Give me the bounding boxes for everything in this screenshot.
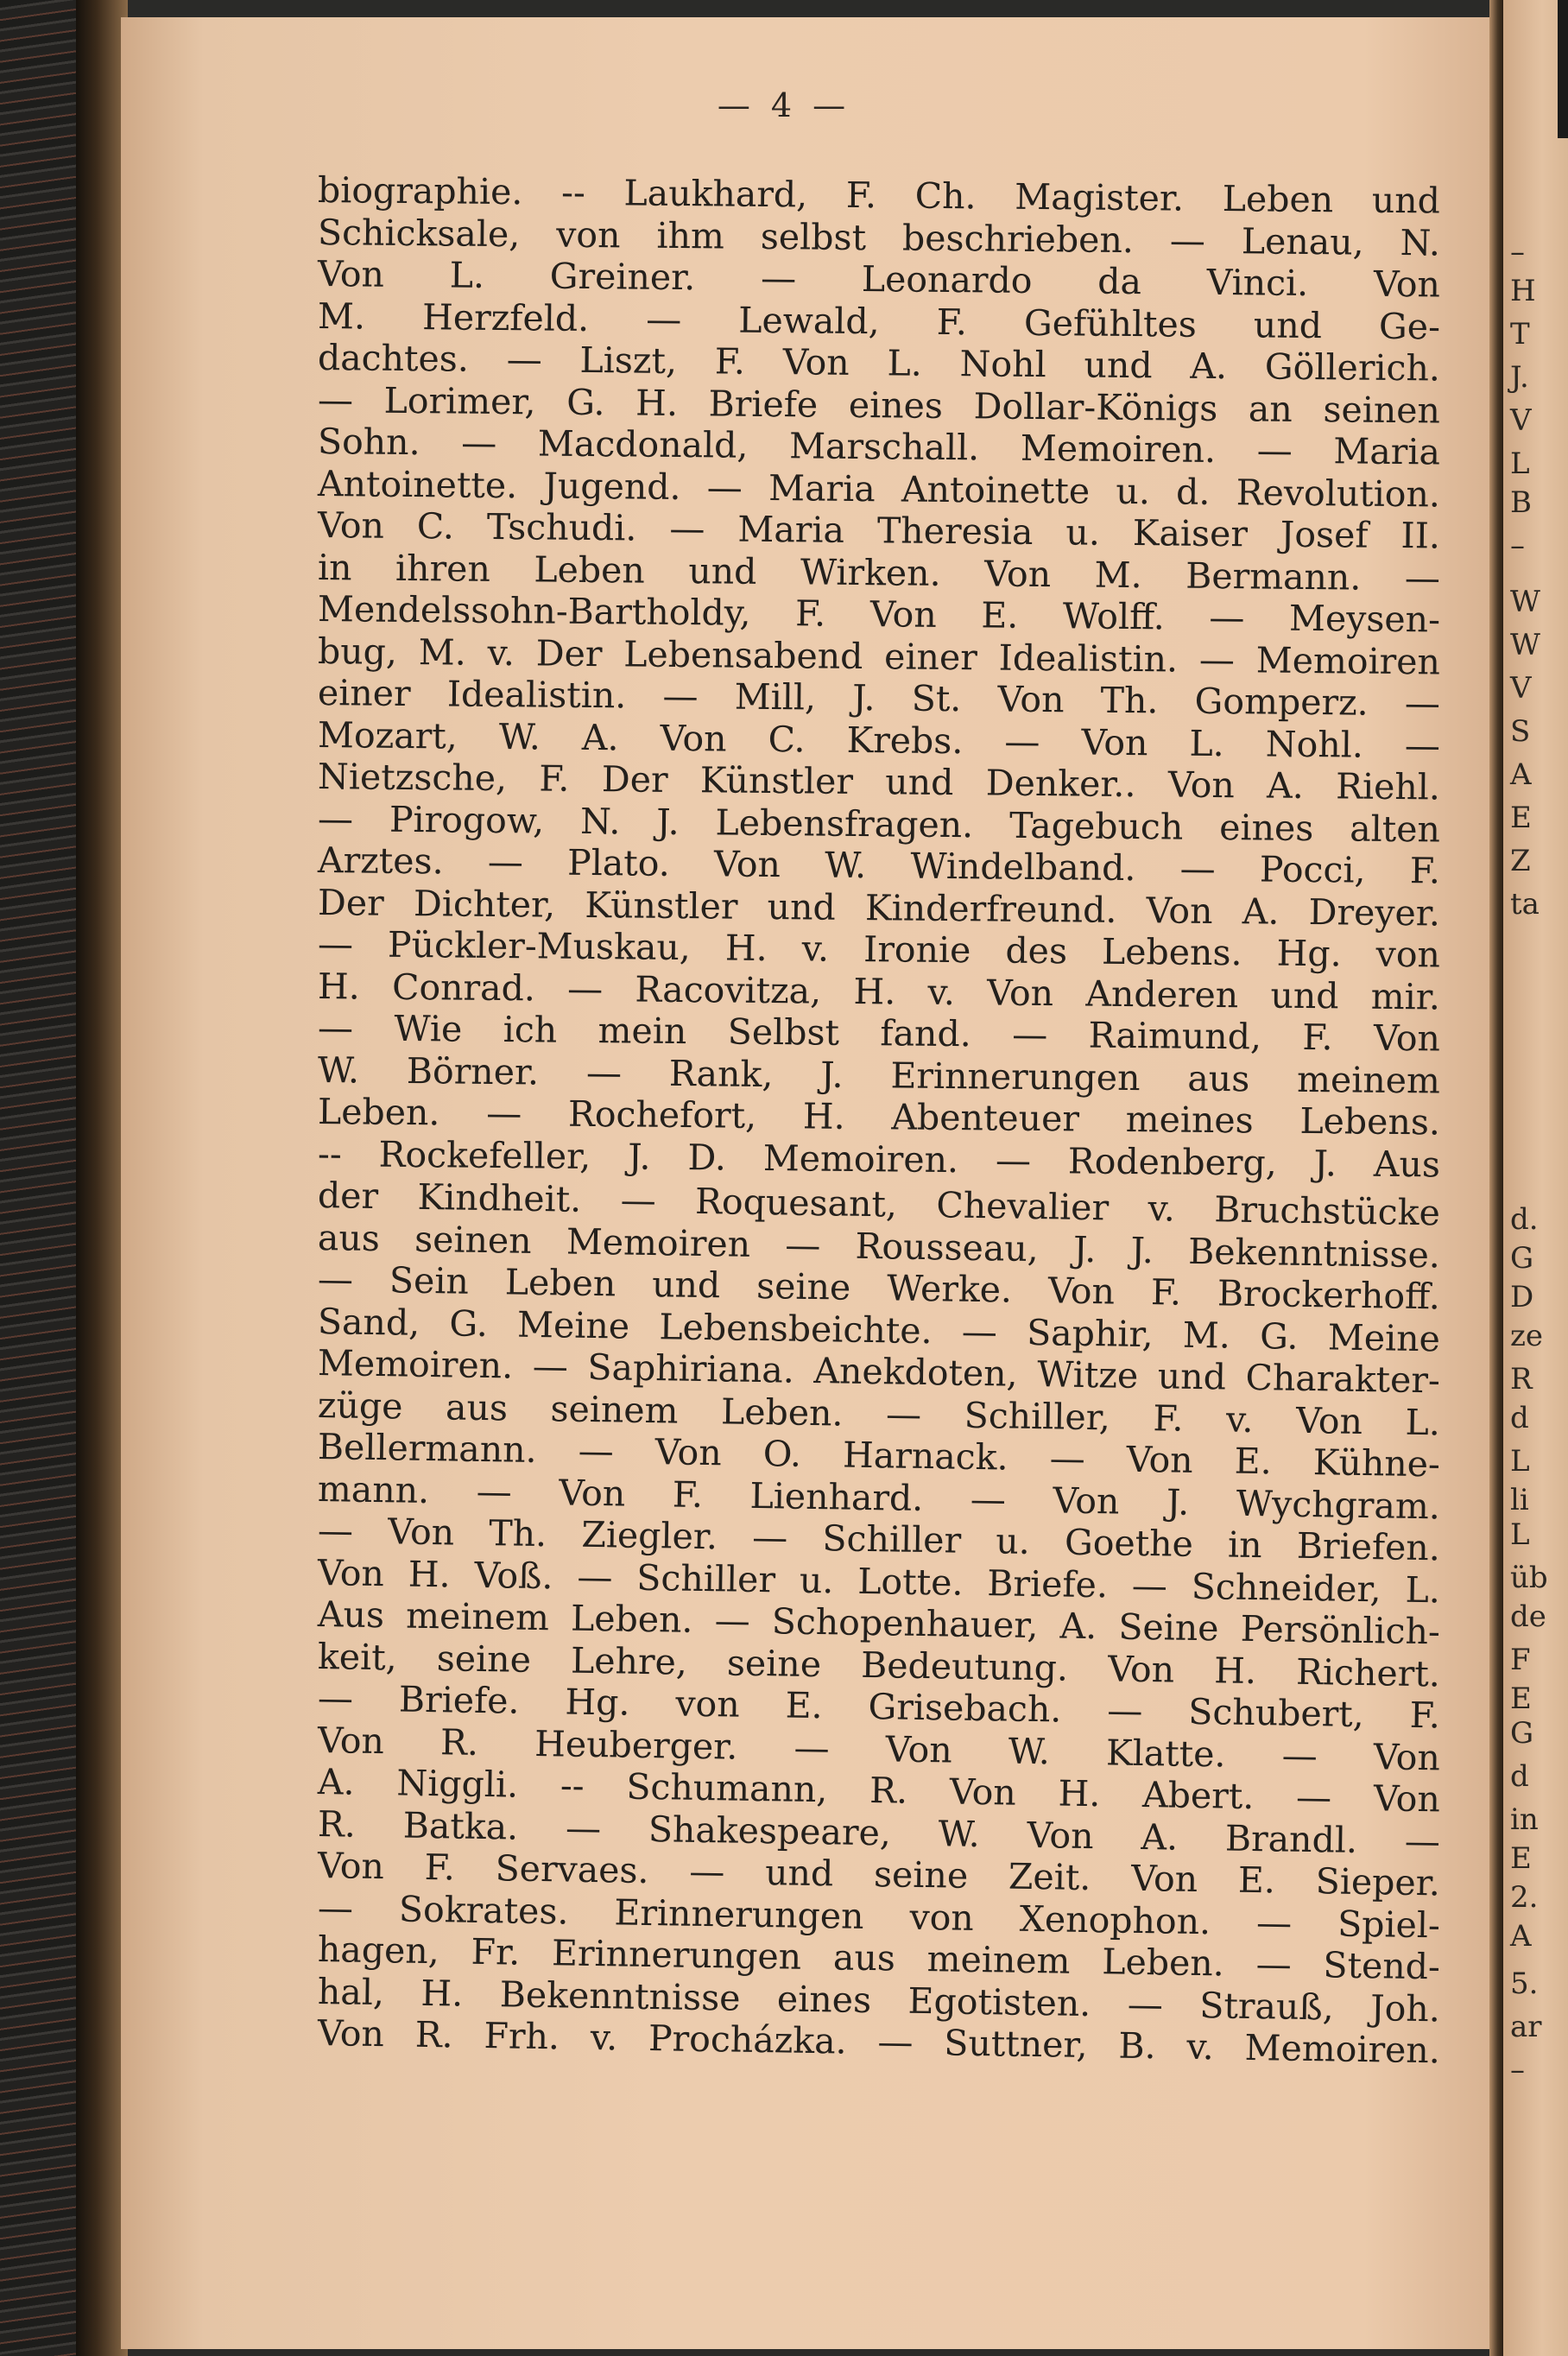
text-line: Sohn. — Macdonald, Marschall. Memoiren. — Maria bbox=[317, 421, 1441, 473]
next-page-fragment: L bbox=[1510, 446, 1530, 481]
next-page-fragment: Z bbox=[1510, 844, 1531, 878]
next-page-fragment: J. bbox=[1510, 360, 1529, 395]
next-page-fragment: E bbox=[1510, 801, 1532, 835]
text-line: der Kindheit. — Roquesant, Chevalier v. Bruchstücke bbox=[317, 1175, 1441, 1234]
next-page-fragment: B bbox=[1510, 485, 1532, 520]
next-page-fragment: V bbox=[1510, 671, 1532, 706]
text-line: — Pückler-Muskau, H. v. Ironie des Lebens. Hg. von bbox=[317, 923, 1441, 976]
next-page-fragment: 2. bbox=[1510, 1880, 1539, 1915]
text-line: hal, H. Bekenntnisse eines Egotisten. — Strauß, Joh. bbox=[317, 1970, 1441, 2030]
text-line: Arztes. — Plato. Von W. Windelband. — Pocci, F. bbox=[317, 839, 1441, 892]
next-page-fragment: W bbox=[1510, 585, 1540, 619]
text-line: Schicksale, von ihm selbst beschrieben. — Lenau, N. bbox=[317, 211, 1441, 263]
text-line: Von R. Heuberger. — Von W. Klatte. — Von bbox=[317, 1719, 1441, 1778]
next-page-fragment: T bbox=[1510, 317, 1530, 352]
text-line: M. Herzfeld. — Lewald, F. Gefühltes und Ge- bbox=[317, 294, 1441, 347]
next-page-fragment: H bbox=[1510, 274, 1536, 308]
text-line: -- Rockefeller, J. D. Memoiren. — Rodenberg, J. Aus bbox=[317, 1132, 1441, 1185]
text-line: A. Niggli. -- Schumann, R. Von H. Abert. — Von bbox=[317, 1761, 1441, 1821]
next-page-fragment: E bbox=[1510, 1682, 1532, 1716]
next-page-fragment: G bbox=[1510, 1241, 1534, 1276]
next-page-fragment: li bbox=[1510, 1483, 1529, 1517]
next-page-fragment: E bbox=[1510, 1841, 1532, 1876]
text-line: Mendelssohn-Bartholdy, F. Von E. Wolff. — Meysen- bbox=[317, 588, 1441, 641]
next-page-fragment: D bbox=[1510, 1280, 1534, 1314]
text-line: bug, M. v. Der Lebensabend einer Idealistin. — Memoiren bbox=[317, 630, 1441, 682]
page-number: — 4 — bbox=[717, 86, 851, 124]
text-line: Leben. — Rochefort, H. Abenteuer meines Lebens. bbox=[317, 1091, 1441, 1143]
text-line: in ihren Leben und Wirken. Von M. Bermann. — bbox=[317, 546, 1441, 598]
next-page-fragment: ta bbox=[1510, 887, 1540, 922]
next-page-fragment: – bbox=[1510, 2053, 1525, 2087]
next-page-fragment: ar bbox=[1510, 2010, 1542, 2044]
text-line: W. Börner. — Rank, J. Erinnerungen aus meinem bbox=[317, 1048, 1441, 1101]
text-line: — Lorimer, G. H. Briefe eines Dollar-Königs an seinen bbox=[317, 378, 1441, 431]
text-line: einer Idealistin. — Mill, J. St. Von Th. Gomperz. — bbox=[317, 672, 1441, 725]
text-line: Von F. Servaes. — und seine Zeit. Von E. Sieper. bbox=[317, 1845, 1441, 1904]
text-line: mann. — Von F. Lienhard. — Von J. Wychgram. bbox=[317, 1467, 1441, 1527]
text-line: Mozart, W. A. Von C. Krebs. — Von L. Nohl. — bbox=[317, 713, 1441, 766]
next-page-fragment: d bbox=[1510, 1401, 1529, 1435]
text-line: Bellermann. — Von O. Harnack. — Von E. Kühne- bbox=[317, 1426, 1441, 1485]
text-line: keit, seine Lehre, seine Bedeutung. Von H. Richert. bbox=[317, 1635, 1441, 1694]
text-line: — Von Th. Ziegler. — Schiller u. Goethe in Briefen. bbox=[317, 1510, 1441, 1569]
text-line: R. Batka. — Shakespeare, W. Von A. Brandl. — bbox=[317, 1802, 1441, 1862]
text-line: Antoinette. Jugend. — Maria Antoinette u. d. Revolution. bbox=[317, 462, 1441, 515]
next-page-fragment: üb bbox=[1510, 1561, 1548, 1595]
text-line: züge aus seinem Leben. — Schiller, F. v. Von L. bbox=[317, 1384, 1441, 1443]
page-gutter bbox=[1489, 0, 1503, 2356]
next-page-fragment: A bbox=[1510, 757, 1532, 792]
text-line: Der Dichter, Künstler und Kinderfreund. Von A. Dreyer. bbox=[317, 881, 1441, 934]
text-line: Von C. Tschudi. — Maria Theresia u. Kaiser Josef II. bbox=[317, 504, 1441, 557]
next-page-fragment: de bbox=[1510, 1599, 1546, 1634]
next-page-fragment: – bbox=[1510, 235, 1525, 269]
text-line: — Pirogow, N. J. Lebensfragen. Tagebuch eines alten bbox=[317, 797, 1441, 850]
next-page-fragment: L bbox=[1510, 1444, 1530, 1479]
next-page-fragment: F bbox=[1510, 1643, 1531, 1677]
next-page-fragment: S bbox=[1510, 714, 1531, 749]
next-page-fragment: d. bbox=[1510, 1202, 1539, 1237]
page-text bbox=[317, 169, 1441, 2072]
text-line: Von R. Frh. v. Procházka. — Suttner, B. v. Memoiren. bbox=[317, 2012, 1441, 2072]
text-line: Sand, G. Meine Lebensbeichte. — Saphir, M. G. Meine bbox=[317, 1300, 1441, 1359]
text-line: Nietzsche, F. Der Künstler und Denker.. Von A. Riehl. bbox=[317, 756, 1441, 808]
next-page-fragment: R bbox=[1510, 1362, 1533, 1396]
cover-edge bbox=[76, 0, 128, 2356]
text-line: — Sokrates. Erinnerungen von Xenophon. — Spiel- bbox=[317, 1886, 1441, 1946]
next-page-fragment: d bbox=[1510, 1759, 1529, 1794]
next-page-fragment: G bbox=[1510, 1716, 1534, 1751]
next-page-fragment: in bbox=[1510, 1802, 1539, 1837]
text-line: — Briefe. Hg. von E. Grisebach. — Schubert, F. bbox=[317, 1677, 1441, 1737]
next-page-fragment: A bbox=[1510, 1919, 1532, 1954]
next-page-fragment: 5. bbox=[1510, 1966, 1539, 2001]
next-page-fragment: L bbox=[1510, 1517, 1530, 1552]
next-page-sliver bbox=[1503, 0, 1568, 2356]
next-page-fragment: – bbox=[1510, 529, 1525, 563]
text-line: hagen, Fr. Erinnerungen aus meinem Leben. — Stend- bbox=[317, 1928, 1441, 1988]
text-line: Von L. Greiner. — Leonardo da Vinci. Von bbox=[317, 253, 1441, 306]
text-line: aus seinen Memoiren — Rousseau, J. J. Bekenntnisse. bbox=[317, 1216, 1441, 1276]
text-line: biographie. -- Laukhard, F. Ch. Magister. Leben und bbox=[317, 169, 1441, 222]
book-cover-left bbox=[0, 0, 78, 2356]
text-line: — Sein Leben und seine Werke. Von F. Brockerhoff. bbox=[317, 1258, 1441, 1318]
text-line: dachtes. — Liszt, F. Von L. Nohl und A. Göllerich. bbox=[317, 337, 1441, 390]
text-line: Aus meinem Leben. — Schopenhauer, A. Seine Persönlich- bbox=[317, 1593, 1441, 1653]
next-page-fragment: W bbox=[1510, 628, 1540, 662]
text-line: H. Conrad. — Racovitza, H. v. Von Anderen und mir. bbox=[317, 965, 1441, 1017]
text-line: — Wie ich mein Selbst fand. — Raimund, F. Von bbox=[317, 1007, 1441, 1060]
next-page-fragment: V bbox=[1510, 403, 1532, 438]
book-cover-right bbox=[1558, 0, 1568, 138]
text-line: Memoiren. — Saphiriana. Anekdoten, Witze und Charakter- bbox=[317, 1342, 1441, 1402]
next-page-fragment: ze bbox=[1510, 1319, 1544, 1353]
text-line: Von H. Voß. — Schiller u. Lotte. Briefe. — Schneider, L. bbox=[317, 1551, 1441, 1611]
